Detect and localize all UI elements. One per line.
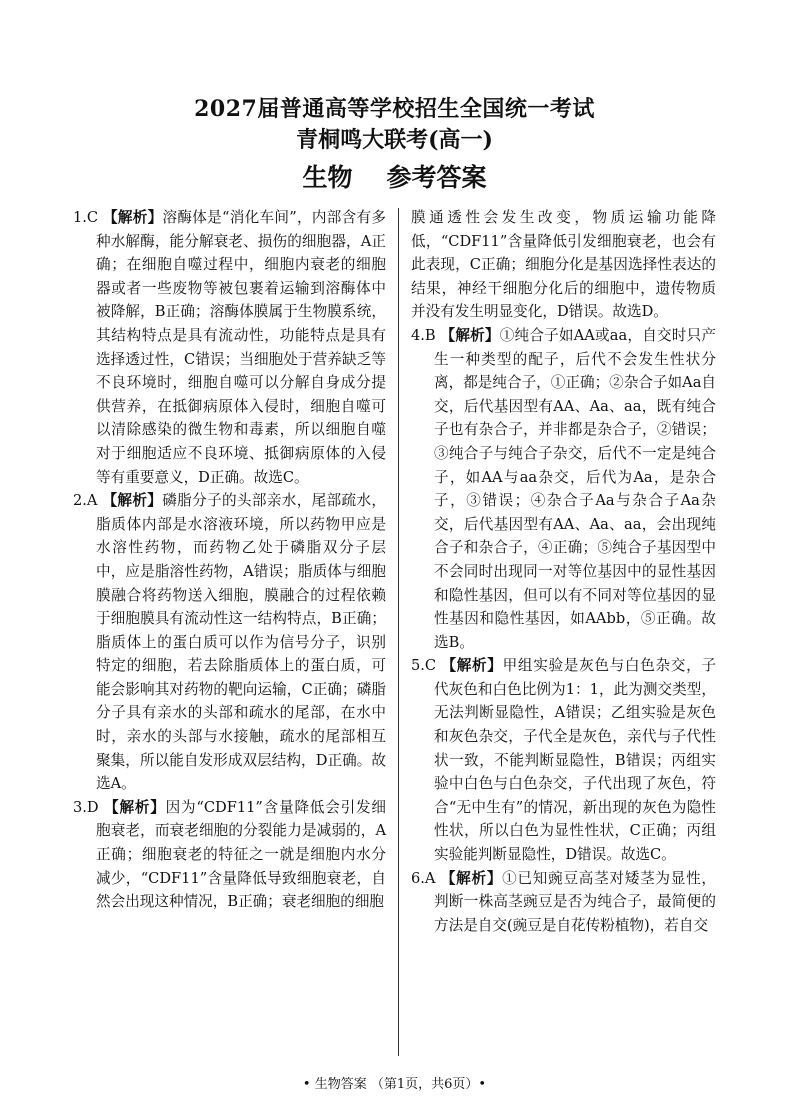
analysis-tag: 【解析】 xyxy=(102,492,163,510)
answer-number: 2.A xyxy=(73,492,98,510)
answer-number: 3.D xyxy=(73,798,99,816)
answer-text: ①纯合子如AA或aa，自交时只产生一种类型的配子，后代不会发生性状分离，都是纯合子，①正确；②杂合子如Aa自交，后代基因型有AA、Aa、aa，既有纯合子也有杂合子，并非都是杂合子，②错误；③纯合子与纯合子杂交，后代不一定是纯合子，如AA与aa杂交，后代为Aa，是杂合子，③错误；④杂合子Aa与杂合子Aa杂交，后代基因型有AA、Aa、aa，会出现纯合子和杂合子，④正确；⑤纯合子基因型中不会同时出现同一对等位基因中的显性基因和隐性基因，但可以有不同对等位基因的显性基因和隐性基因，如AAbb，⑤正确。故选B。 xyxy=(434,326,716,651)
answer-item-2 xyxy=(73,489,386,796)
right-column xyxy=(411,206,716,937)
page-footer: • 生物答案 （第1页，共6页）• xyxy=(302,1077,487,1092)
answer-text: 溶酶体是“消化车间”，内部含有多种水解酶，能分解衰老、损伤的细胞器，A正确；在细胞自噬过程中，细胞内衰老的细胞器或者一些废物等被包裹着运输到溶酶体中被降解，B正确；溶酶体膜属于生物膜系统，其结构特点是具有流动性，功能特点是具有选择透过性，C错误；当细胞处于营养缺乏等不良环境时，细胞自噬可以分解自身成分提供营养，在抵御病原体入侵时，细胞自噬可以清除感染的微生物和毒素，所以细胞自噬对于细胞适应不良环境、抵御病原体的入侵等有重要意义，D正确。故选C。 xyxy=(96,209,386,486)
analysis-tag: 【解析】 xyxy=(440,869,503,887)
analysis-tag: 【解析】 xyxy=(103,209,163,226)
column-divider xyxy=(398,208,399,1056)
answer-item-5 xyxy=(411,654,716,866)
answer-number: 6.A xyxy=(411,869,436,887)
answer-number: 5.C xyxy=(411,657,437,675)
answer-item-3-continued: 膜通透性会发生改变，物质运输功能降低，“CDF11”含量降低引发细胞衰老，也会有此表现，C正确；细胞分化是基因选择性表达的结果，神经干细胞分化后的细胞中，遗传物质并没有发生明显变化，D错误。故选D。 xyxy=(411,209,716,321)
answer-key-label: 参考答案 xyxy=(386,163,487,192)
exam-subtitle: 青桐鸣大联考(高一) xyxy=(296,127,493,153)
left-column xyxy=(73,206,386,914)
subject-heading xyxy=(0,158,789,194)
answer-item-1 xyxy=(73,206,386,489)
exam-title: 2027届普通高等学校招生全国统一考试 xyxy=(194,96,595,122)
answer-number: 1.C xyxy=(73,209,99,226)
analysis-tag: 【解析】 xyxy=(104,798,166,816)
answer-item-4 xyxy=(411,324,716,654)
answer-item-3 xyxy=(73,796,386,914)
answer-text: 甲组实验是灰色与白色杂交，子代灰色和白色比例为1：1，此为测交类型，无法判断显隐性，A错误；乙组实验是灰色和灰色杂交，子代全是灰色，亲代与子代性状一致，不能判断显隐性，B错误；丙组实验中白色与白色杂交，子代出现了灰色，符合“无中生有”的情况，新出现的灰色为隐性性状，所以白色为显性性状，C正确；丙组实验能判断显隐性，D错误。故选C。 xyxy=(434,657,716,864)
answer-item-6 xyxy=(411,867,716,938)
answer-text: ①已知豌豆高茎对矮茎为显性，判断一株高茎豌豆是否为纯合子，最简便的方法是自交(豌豆是自花传粉植物)，若自交 xyxy=(434,869,716,934)
answer-text: 磷脂分子的头部亲水，尾部疏水，脂质体内部是水溶液环境，所以药物甲应是水溶性药物，而药物乙处于磷脂双分子层中，应是脂溶性药物，A错误；脂质体与细胞膜融合将药物送入细胞，膜融合的过程依赖于细胞膜具有流动性这一结构特点，B正确；脂质体上的蛋白质可以作为信号分子，识别特定的细胞，若去除脂质体上的蛋白质，可能会影响其对药物的靶向运输，C正确；磷脂分子具有亲水的头部和疏水的尾部，在水中时，亲水的头部与水接触，疏水的尾部相互聚集，所以能自发形成双层结构，D正确。故选A。 xyxy=(96,492,386,793)
answer-text: 因为“CDF11”含量降低会引发细胞衰老，而衰老细胞的分裂能力是减弱的，A正确；细胞衰老的特征之一就是细胞内水分减少，“CDF11”含量降低导致细胞衰老，自然会出现这种情况，B正确；衰老细胞的细胞 xyxy=(96,798,386,911)
analysis-tag: 【解析】 xyxy=(440,326,500,344)
subject-name: 生物 xyxy=(302,163,353,192)
analysis-tag: 【解析】 xyxy=(441,657,503,675)
answer-number: 4.B xyxy=(411,326,436,344)
